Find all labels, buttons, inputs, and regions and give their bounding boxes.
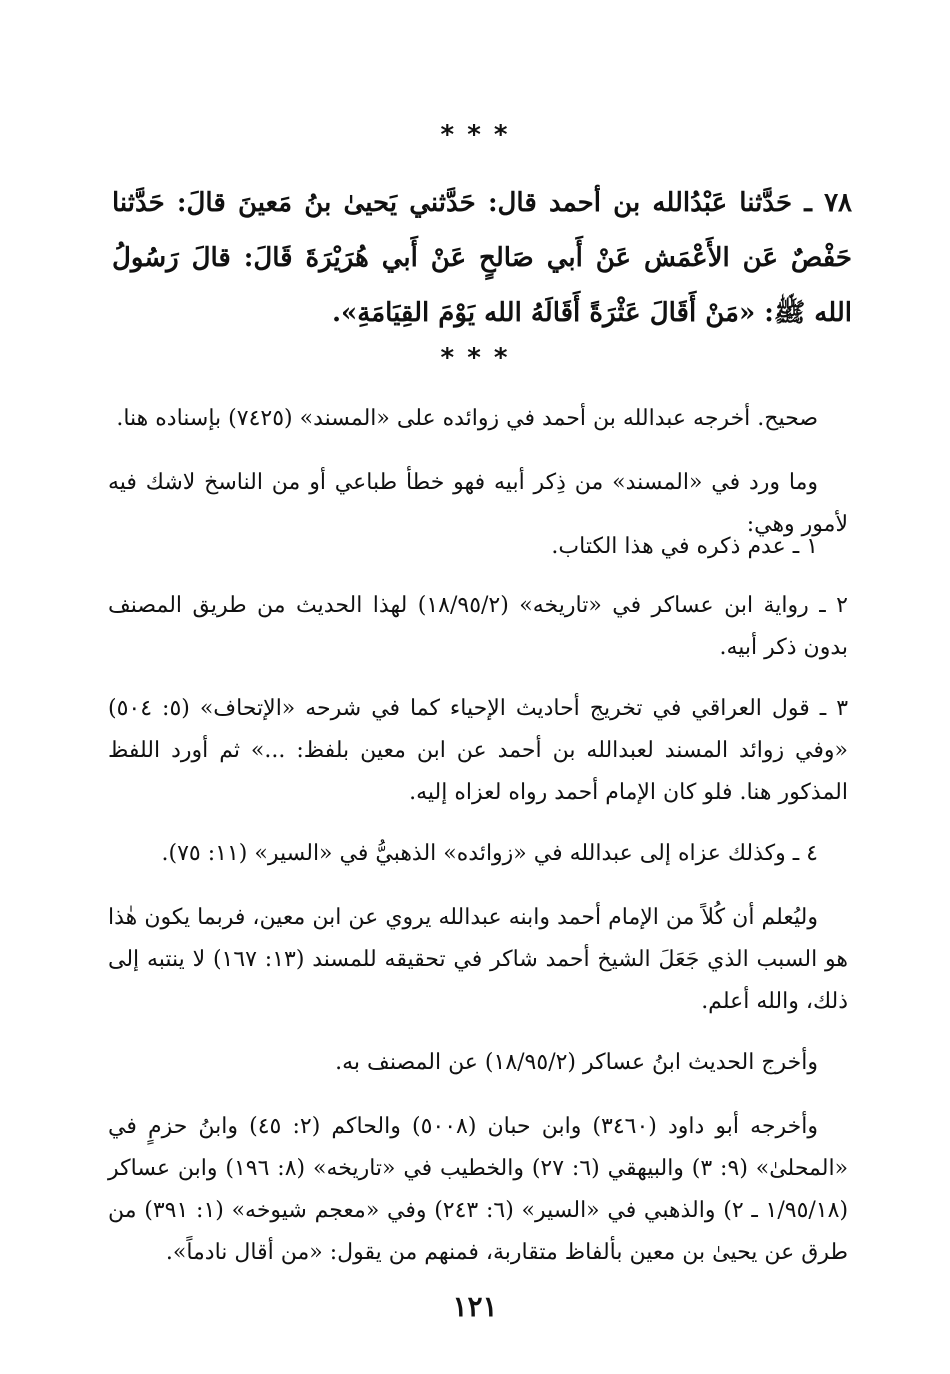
commentary-paragraph-3: ١ ـ عدم ذكره في هذا الكتاب. <box>551 534 818 559</box>
separator-bottom: * * * <box>440 343 510 373</box>
hadith-text: ٧٨ ـ حَدَّثنا عَبْدُالله بن أحمد قال: حَدَّثني يَحيىٰ بنُ مَعينَ قالَ: حَدَّثنا حَفْصٌ عَن الأَعْمَش عَنْ أَبي صَالحٍ عَنْ أَبي هُرَيْرَةَ قَالَ: قالَ رَسُولُ الله ﷺ: «مَنْ أَقَالَ عَثْرَةً أَقَالَهُ الله يَوْمَ القِيَامَةِ». <box>112 188 852 328</box>
commentary-paragraph-1: صحيح. أخرجه عبدالله بن أحمد في زوائده على «المسند» (٧٤٢٥) بإسناده هنا. <box>116 406 818 431</box>
commentary-paragraph-7: وليُعلم أن كُلاً من الإمام أحمد وابنه عبدالله يروي عن ابن معين، فربما يكون هٰذا هو السبب الذي جَعَلَ الشيخ أحمد شاكر في تحقيقه للمسند (١٣: ١٦٧) لا ينتبه إلى ذلك، والله أعلم. <box>108 905 848 1014</box>
separator-top: * * * <box>440 120 510 150</box>
commentary-paragraph-5: ٣ ـ قول العراقي في تخريج أحاديث الإحياء كما في شرحه «الإتحاف» (٥: ٥٠٤) «وفي زوائد المسند لعبدالله بن أحمد عن ابن معين بلفظ: ...» ثم أورد اللفظ المذكور هنا. فلو كان الإمام أحمد رواه لعزاه إليه. <box>108 696 849 805</box>
commentary-paragraph-9: وأخرجه أبو داود (٣٤٦٠) وابن حبان (٥٠٠٨) والحاكم (٢: ٤٥) وابنُ حزمٍ في «المحلىٰ» (٩: ٣) والبيهقي (٦: ٢٧) والخطيب في «تاريخه» (٨: ١٩٦) وابن عساكر (١/٩٥/١٨ ـ ٢) والذهبي في «السير» (٦: ٢٤٣) وفي «معجم شيوخه» (١: ٣٩١) من طرق عن يحيىٰ بن معين بألفاظ متقاربة، فمنهم من يقول: «من أقال نادماً». <box>108 1114 849 1265</box>
commentary-paragraph-6: ٤ ـ وكذلك عزاه إلى عبدالله في «زوائده» الذهبيُّ في «السير» (١١: ٧٥). <box>161 841 818 866</box>
commentary-paragraph-4: ٢ ـ رواية ابن عساكر في «تاريخه» (١٨/٩٥/٢) لهذا الحديث من طريق المصنف بدون ذكر أبيه. <box>108 593 848 660</box>
page-number: ١٢١ <box>452 1290 498 1323</box>
commentary-paragraph-8: وأخرج الحديث ابنُ عساكر (١٨/٩٥/٢) عن المصنف به. <box>335 1050 818 1075</box>
commentary-paragraph-2: وما ورد في «المسند» من ذِكر أبيه فهو خطأ طباعي أو من الناسخ لاشك فيه لأمور وهي: <box>108 470 848 537</box>
